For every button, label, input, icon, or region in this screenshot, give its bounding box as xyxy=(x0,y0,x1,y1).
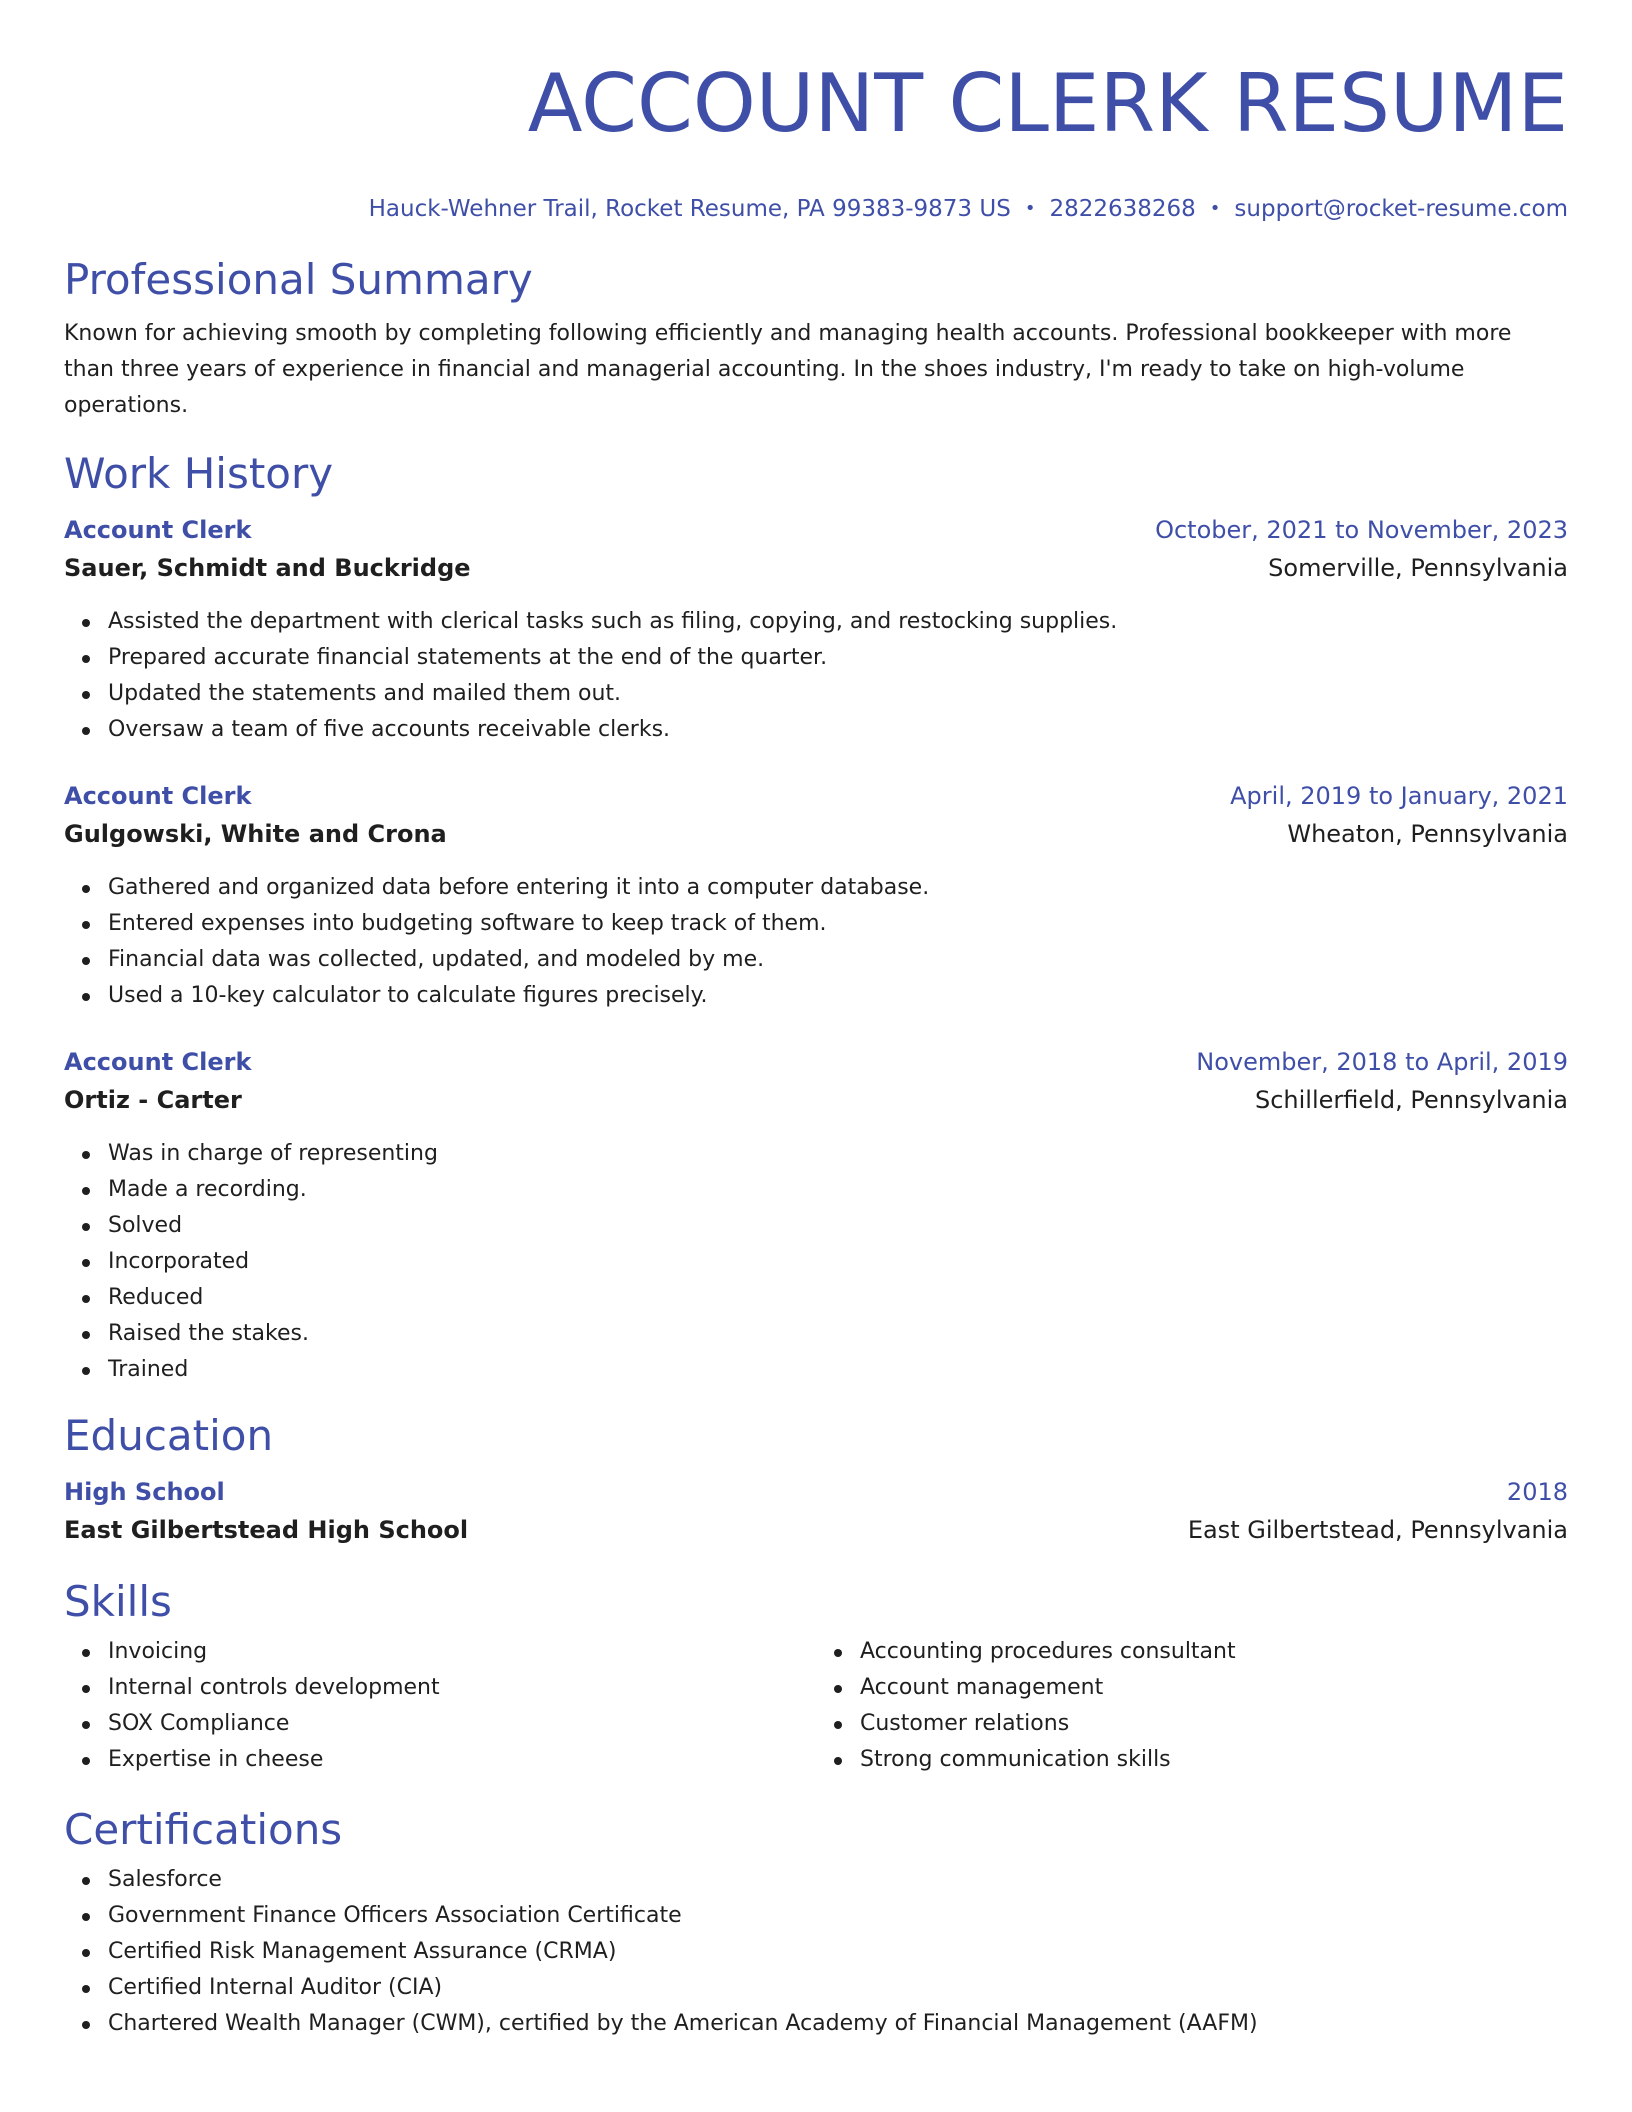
section-title-education: Education xyxy=(64,1411,274,1460)
section-title-certifications: Certifications xyxy=(64,1805,343,1854)
section-title-work: Work History xyxy=(64,449,334,498)
job-company: Gulgowski, White and Crona xyxy=(64,820,447,848)
education-entry xyxy=(64,1474,1568,1550)
list-item: Accounting procedures consultant xyxy=(860,1634,1568,1670)
list-item: Gathered and organized data before entering it into a computer database. xyxy=(108,870,1568,906)
summary-section xyxy=(64,254,1568,424)
job-bullets xyxy=(64,870,1568,1014)
job-location: Schillerfield, Pennsylvania xyxy=(1255,1086,1568,1114)
skills-section xyxy=(64,1576,1568,1778)
list-item: Strong communication skills xyxy=(860,1742,1568,1778)
education-school: East Gilbertstead High School xyxy=(64,1516,469,1544)
list-item: Raised the stakes. xyxy=(108,1316,1568,1352)
skills-list-left xyxy=(64,1634,816,1778)
list-item: Assisted the department with clerical tasks such as filing, copying, and restocking supplies. xyxy=(108,604,1568,640)
job-dates: November, 2018 to April, 2019 xyxy=(1196,1048,1568,1076)
certifications-section xyxy=(64,1804,1568,2042)
job-role: Account Clerk xyxy=(64,782,252,810)
job-company: Sauer, Schmidt and Buckridge xyxy=(64,554,471,582)
education-year: 2018 xyxy=(1506,1478,1568,1506)
education-degree: High School xyxy=(64,1478,225,1506)
section-title-skills: Skills xyxy=(64,1577,172,1626)
job-entry xyxy=(64,512,1568,748)
list-item: Was in charge of representing xyxy=(108,1136,1568,1172)
list-item: Certified Risk Management Assurance (CRMA) xyxy=(108,1934,1568,1970)
job-bullets xyxy=(64,1136,1568,1388)
list-item: Prepared accurate financial statements at the end of the quarter. xyxy=(108,640,1568,676)
contact-address: Hauck-Wehner Trail, Rocket Resume, PA 99383-9873 US xyxy=(368,196,1011,222)
list-item: Solved xyxy=(108,1208,1568,1244)
job-role: Account Clerk xyxy=(64,1048,252,1076)
certifications-list xyxy=(64,1862,1568,2042)
section-title-summary: Professional Summary xyxy=(64,255,533,304)
list-item: Used a 10-key calculator to calculate figures precisely. xyxy=(108,978,1568,1014)
job-company: Ortiz - Carter xyxy=(64,1086,242,1114)
contact-separator: • xyxy=(1024,198,1036,219)
job-bullets xyxy=(64,604,1568,748)
job-entry xyxy=(64,778,1568,1014)
list-item: Chartered Wealth Manager (CWM), certified by the American Academy of Financial Management (AAFM) xyxy=(108,2006,1568,2042)
job-role: Account Clerk xyxy=(64,516,252,544)
education-section xyxy=(64,1410,1568,1550)
contact-line xyxy=(64,194,1568,224)
list-item: SOX Compliance xyxy=(108,1706,816,1742)
list-item: Incorporated xyxy=(108,1244,1568,1280)
list-item: Salesforce xyxy=(108,1862,1568,1898)
job-location: Somerville, Pennsylvania xyxy=(1268,554,1568,582)
list-item: Expertise in cheese xyxy=(108,1742,816,1778)
contact-separator: • xyxy=(1209,198,1221,219)
job-dates: October, 2021 to November, 2023 xyxy=(1155,516,1568,544)
list-item: Certified Internal Auditor (CIA) xyxy=(108,1970,1568,2006)
contact-email: support@rocket-resume.com xyxy=(1234,196,1568,222)
list-item: Customer relations xyxy=(860,1706,1568,1742)
list-item: Reduced xyxy=(108,1280,1568,1316)
list-item: Financial data was collected, updated, and modeled by me. xyxy=(108,942,1568,978)
job-entry xyxy=(64,1044,1568,1388)
resume-name: ACCOUNT CLERK RESUME xyxy=(527,57,1568,150)
list-item: Made a recording. xyxy=(108,1172,1568,1208)
list-item: Account management xyxy=(860,1670,1568,1706)
list-item: Oversaw a team of five accounts receivable clerks. xyxy=(108,712,1568,748)
skills-grid xyxy=(64,1634,1568,1778)
work-section xyxy=(64,448,1568,1388)
education-location: East Gilbertstead, Pennsylvania xyxy=(1187,1516,1568,1544)
summary-text: Known for achieving smooth by completing following efficiently and managing health accounts. Professional bookkeeper with more than three years of experience in financial and managerial accounting. In the shoes industry, I'm ready to take on high-volume operations. xyxy=(64,321,1512,418)
skills-list-right xyxy=(816,1634,1568,1778)
list-item: Government Finance Officers Association Certificate xyxy=(108,1898,1568,1934)
contact-phone: 2822638268 xyxy=(1049,196,1196,222)
list-item: Updated the statements and mailed them out. xyxy=(108,676,1568,712)
job-location: Wheaton, Pennsylvania xyxy=(1287,820,1568,848)
list-item: Entered expenses into budgeting software to keep track of them. xyxy=(108,906,1568,942)
list-item: Invoicing xyxy=(108,1634,816,1670)
list-item: Internal controls development xyxy=(108,1670,816,1706)
job-dates: April, 2019 to January, 2021 xyxy=(1230,782,1568,810)
list-item: Trained xyxy=(108,1352,1568,1388)
